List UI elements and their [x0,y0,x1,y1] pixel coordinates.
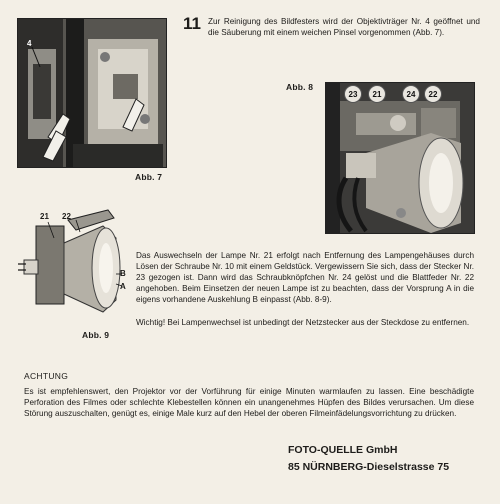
step-number: 11 [183,14,201,33]
abb9-label-a: A [120,282,126,291]
lamp-replacement-text: Das Auswechseln der Lampe Nr. 21 erfolgt nach Entfernung des Lampengehäuses durch Lösen der Schraube Nr. 10 mit einem Geldstück. Vergewissern Sie sich, dass der Stecker Nr. 23 gezogen ist. Dann wird das Schraubknöpfchen Nr. 24 gelöst und die Blattfeder Nr. 22 angehoben. Beim Einsetzen der neuen Lampe ist zu beachten, dass der Vorsprung A in die eigens vorhandene Auskehlung B einpasst (Abb. 8-9). [136,251,474,304]
abb9-label-21: 21 [40,212,49,221]
abb9-figure [18,208,128,328]
abb8-badge-21: 21 [368,85,386,103]
abb8-lamp-housing-illustration [326,83,474,233]
abb7-projector-gate-illustration [18,19,166,167]
step-11-text: Zur Reinigung des Bildfesters wird der Objektivträger Nr. 4 geöffnet und die Säuberung mit einem weichen Pinsel vorgenommen (Abb. 7). [208,17,480,37]
lamp-warning-text: Wichtig! Bei Lampenwechsel ist unbedingt der Netzstecker aus der Steckdose zu entfernen. [136,318,470,327]
abb9-label-22: 22 [62,212,71,221]
abb8-photo [325,82,475,234]
abb8-badge-23: 23 [344,85,362,103]
footer-company: FOTO-QUELLE GmbH [288,444,398,456]
abb9-label-b: B [120,269,126,278]
abb9-caption: Abb. 9 [82,330,110,340]
abb7-photo [17,18,167,168]
footer-address: 85 NÜRNBERG-Dieselstrasse 75 [288,461,450,473]
abb7-label-4: 4 [27,39,32,48]
abb8-caption: Abb. 8 [286,82,314,92]
abb7-caption: Abb. 7 [135,172,163,182]
abb9-lamp-illustration [18,208,128,328]
achtung-text: Es ist empfehlenswert, den Projektor vor der Vorführung für einige Minuten warmlaufen zu lassen. Eine beschädigte Perforation des Filmes oder schlechte Klebestellen können ein unangenehmes Hüpfen des Bildes verursachen. Um diese Störung auszuschalten, genügt es, einige Male kurz auf den Hebel der oberen Filmeinfädelungsvorrichtung zu drücken. [24,387,474,418]
footer-block [288,442,449,476]
abb8-badge-24: 24 [402,85,420,103]
abb8-badge-22: 22 [424,85,442,103]
achtung-heading: ACHTUNG [24,371,69,381]
